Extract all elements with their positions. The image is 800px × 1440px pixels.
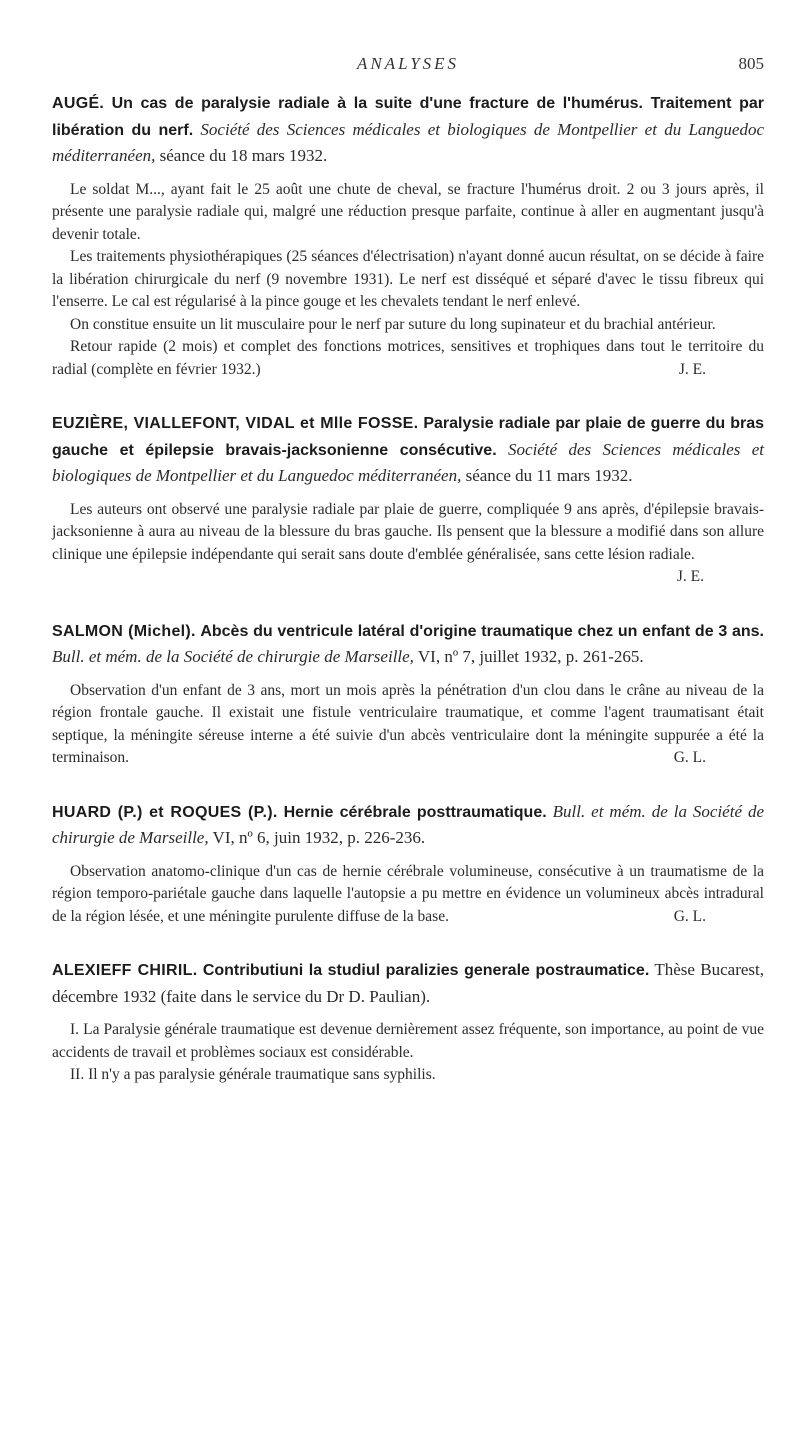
entry-paragraph: Le soldat M..., ayant fait le 25 août une chute de cheval, se fracture l'humérus droit. 2 ou 3 jours après, il présente une paralysie radiale qui, malgré une réduction presque parfaite, continue à aller en augmentant jusqu'à devenir totale.	[52, 180, 764, 243]
entry-meta: VI, nº 7, juillet 1932, p. 261-265.	[417, 647, 644, 666]
entry-paragraph: On constitue ensuite un lit musculaire pour le nerf par suture du long supinateur et du brachial antérieur.	[70, 315, 716, 333]
entry-source: Bull. et mém. de la Société de chirurgie de Marseille,	[52, 801, 765, 847]
page-number: 805	[738, 54, 764, 73]
entry-heading	[52, 410, 764, 489]
entry-source: Société des Sciences médicales et biologiques de Montpellier et du Languedoc méditerranéen,	[52, 439, 765, 485]
entry-title: Abcès du ventricule latéral d'origine traumatique chez un enfant de 3 ans.	[200, 622, 765, 640]
entry-paragraph	[52, 861, 764, 929]
entry-heading	[52, 90, 764, 169]
entry-paragraph-text: Observation d'un enfant de 3 ans, mort un mois après la pénétration d'un clou dans le crâne au niveau de la région frontale gauche. Il existait une fistule ventriculaire traumatique, et comme l'agent traumatisant était septique, la méningite séreuse interne a été suivie d'un abcès ventriculaire dont la méningite suppurée a été la terminaison.	[52, 681, 764, 766]
entry-paragraph: I. La Paralysie générale traumatique est devenue dernièrement assez fréquente, son importance, au point de vue accidents de travail et problèmes sociaux est considérable.	[52, 1021, 764, 1061]
entry-paragraph-text: Observation anatomo-clinique d'un cas de hernie cérébrale volumineuse, consécutive à un traumatisme de la région temporo-pariétale gauche dans laquelle l'autopsie a pu mettre en évidence un volumineux abcès intradural de la région lésée, et une méningite purulente diffuse de la base.	[52, 862, 764, 925]
entry-author: ALEXIEFF CHIRIL.	[52, 962, 198, 979]
entry-heading	[52, 618, 764, 670]
entry-paragraph: Les auteurs ont observé une paralysie radiale par plaie de guerre, compliquée 9 ans après, d'épilepsie bravais-jacksonienne à aura au niveau de la blessure du bras gauche. Ils pensent que la blessure a modifié dans son allure clinique une épilepsie indépendante qui serait sans doute d'emblée généralisée, sans cette lésion radiale.	[52, 500, 764, 563]
entry-meta: Thèse Bucarest, décembre 1932 (faite dans le service du Dr D. Paulian).	[52, 960, 764, 1006]
entry-author: AUGÉ.	[52, 95, 105, 112]
entry-paragraph: Les traitements physiothérapiques (25 séances d'électrisation) n'ayant donné aucun résultat, on se décide à faire la libération chirurgicale du nerf (9 novembre 1931). Le nerf est disséqué et séparé d'avec le tissu fibreux qui l'enserre. Le cal est régularisé à la pince gouge et les chevalets tendant le nerf enlevé.	[52, 248, 764, 310]
running-head	[52, 50, 764, 80]
abstract-entry	[52, 90, 764, 381]
abstract-entry	[52, 957, 764, 1087]
entry-author: SALMON (Michel).	[52, 622, 196, 640]
entry-paragraph: II. Il n'y a pas paralysie générale traumatique sans syphilis.	[70, 1066, 436, 1083]
entry-title: Un cas de paralysie radiale à la suite d'une fracture de l'humérus. Traitement par libération du nerf.	[52, 95, 764, 139]
entry-title: Paralysie radiale par plaie de guerre du bras gauche et épilepsie bravais-jacksonienne consécutive.	[52, 415, 765, 459]
entry-meta: séance du 11 mars 1932.	[465, 466, 633, 485]
entry-paragraph-text: Retour rapide (2 mois) et complet des fonctions motrices, sensitives et trophiques dans tout le territoire du radial (complète en février 1932.)	[52, 338, 764, 378]
entry-paragraph	[52, 680, 764, 770]
entry-author: EUZIÈRE, VIALLEFONT, VIDAL et Mlle FOSSE.	[52, 415, 419, 432]
entry-title: Hernie cérébrale posttraumatique.	[283, 803, 547, 821]
entry-heading	[52, 957, 764, 1009]
entry-author: HUARD (P.) et ROQUES (P.).	[52, 803, 278, 821]
entry-source: Société des Sciences médicales et biologiques de Montpellier et du Languedoc méditerranéen,	[52, 119, 765, 165]
entry-signature: G. L.	[673, 749, 706, 766]
entry-meta: séance du 18 mars 1932.	[159, 146, 328, 165]
entry-signature: J. E.	[676, 568, 704, 585]
abstract-entry	[52, 618, 764, 770]
running-head-title: ANALYSES	[356, 54, 460, 73]
entry-source: Bull. et mém. de la Société de chirurgie de Marseille,	[52, 647, 414, 666]
abstract-entry	[52, 799, 764, 929]
entry-signature: J. E.	[678, 360, 706, 378]
entry-title: Contributiuni la studiul paralizies generale postraumatice.	[202, 962, 650, 979]
entry-signature: G. L.	[673, 907, 706, 925]
entry-meta: VI, nº 6, juin 1932, p. 226-236.	[212, 828, 426, 847]
abstract-entry	[52, 410, 764, 589]
entry-paragraph	[52, 336, 764, 381]
entry-heading	[52, 799, 764, 851]
abstract-list	[52, 90, 764, 1116]
